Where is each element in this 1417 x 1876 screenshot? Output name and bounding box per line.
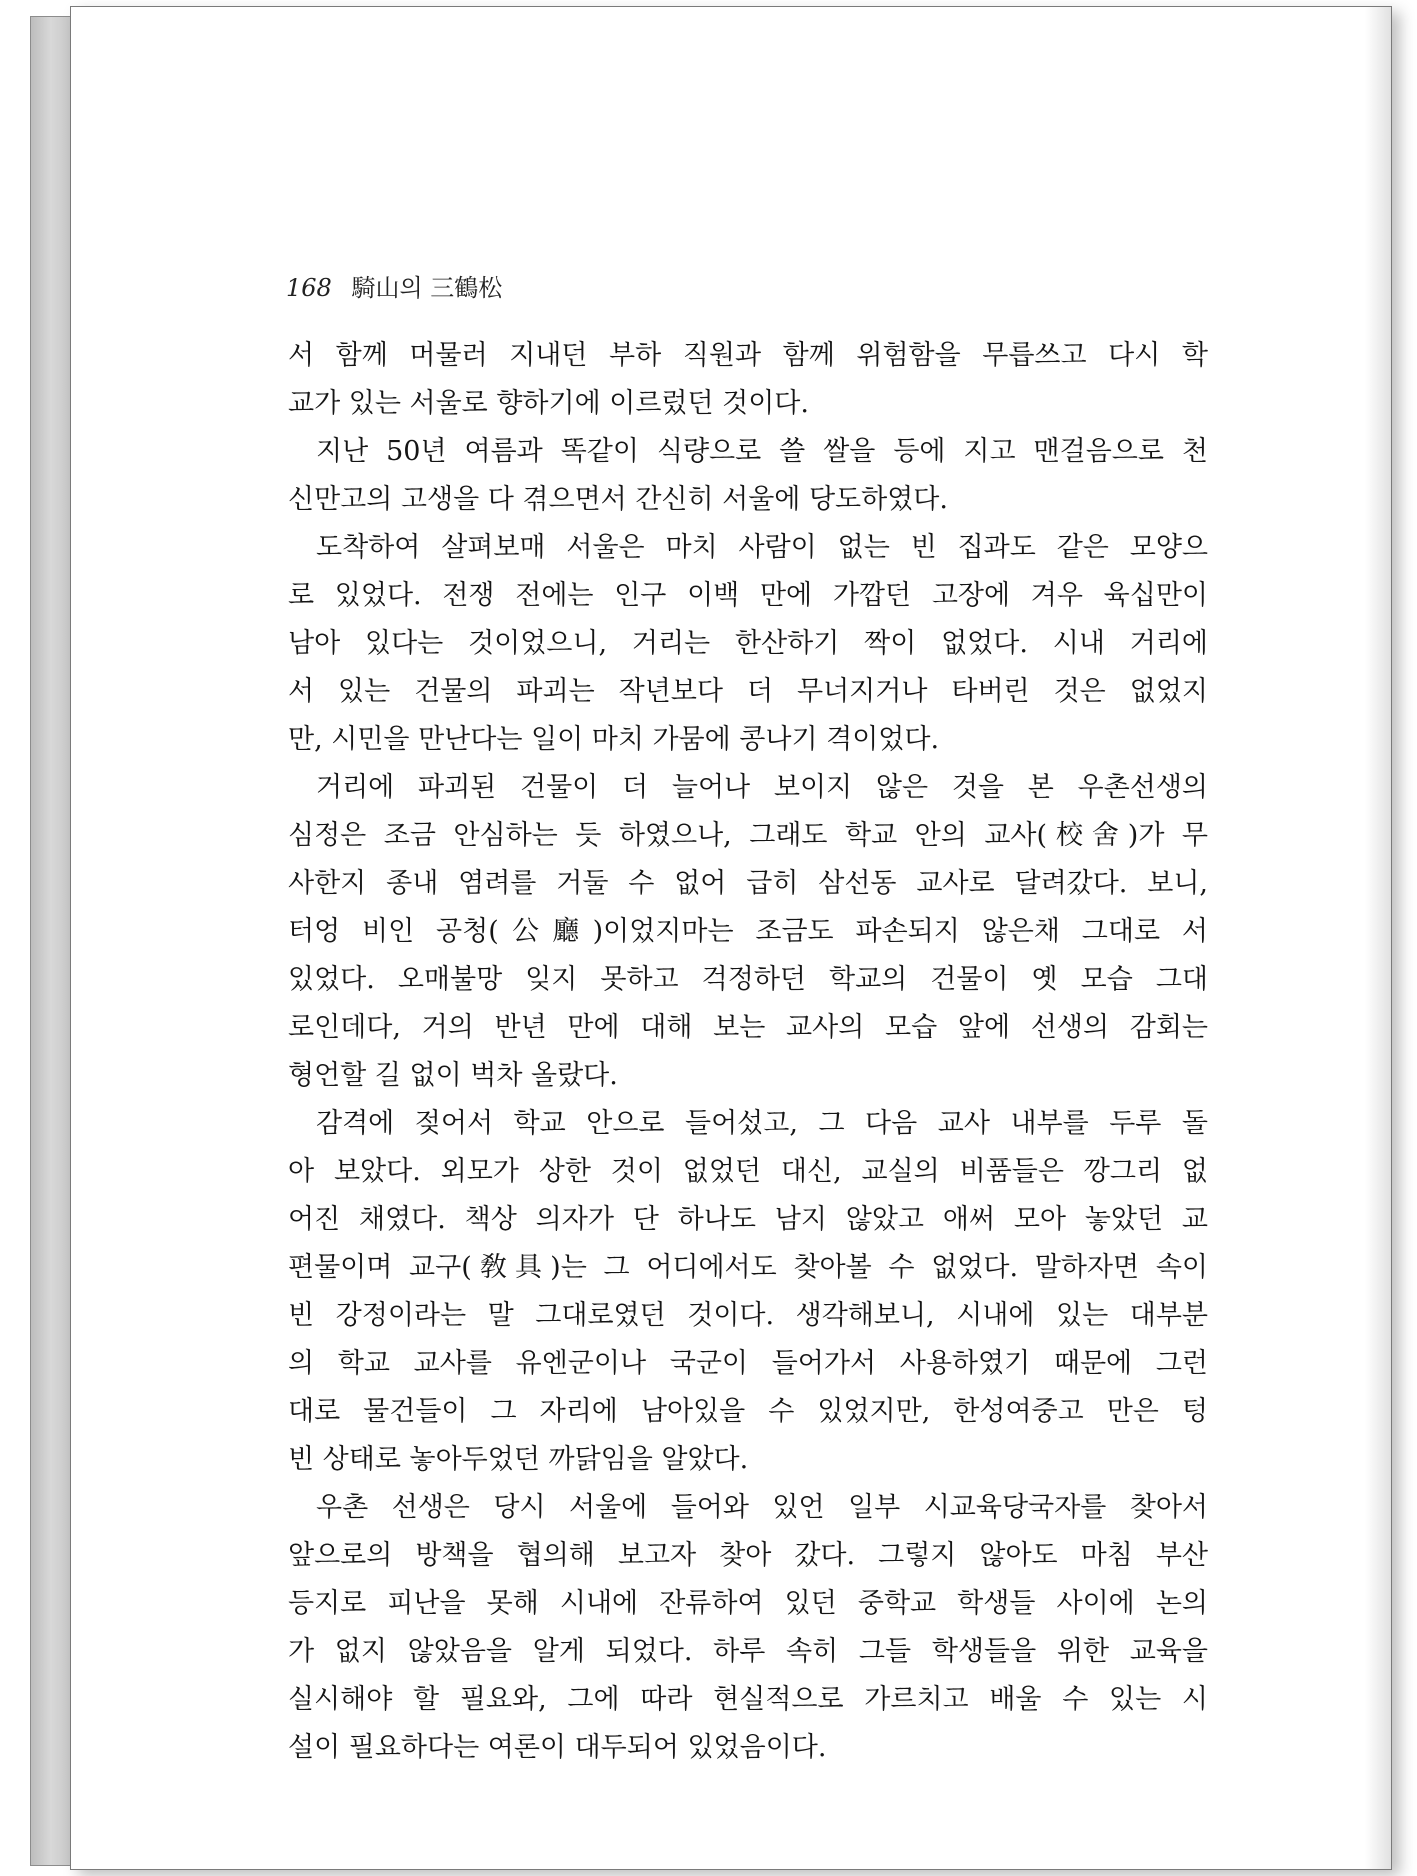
text-line: 설이 필요하다는 여론이 대두되어 있었음이다. <box>288 1732 827 1763</box>
text-line: 지난 50년 여름과 똑같이 식량으로 쓸 쌀을 등에 지고 맨걸음으로 천 <box>316 436 1208 467</box>
text-line: 빈 강정이라는 말 그대로였던 것이다. 생각해보니, 시내에 있는 대부분 <box>288 1300 1208 1331</box>
text-line: 가 없지 않았음을 알게 되었다. 하루 속히 그들 학생들을 위한 교육을 <box>288 1636 1208 1667</box>
text-line: 등지로 피난을 못해 시내에 잔류하여 있던 중학교 학생들 사이에 논의 <box>288 1588 1208 1619</box>
text-line: 거리에 파괴된 건물이 더 늘어나 보이지 않은 것을 본 우촌선생의 <box>316 772 1208 803</box>
text-line: 로 있었다. 전쟁 전에는 인구 이백 만에 가깝던 고장에 겨우 육십만이 <box>288 580 1208 611</box>
page-number: 168 <box>286 274 332 302</box>
text-line: 만, 시민을 만난다는 일이 마치 가뭄에 콩나기 격이었다. <box>288 724 940 755</box>
running-title: 騎山의 三鶴松 <box>351 274 503 302</box>
text-line: 어진 채였다. 책상 의자가 단 하나도 남지 않았고 애써 모아 놓았던 교 <box>288 1204 1209 1235</box>
text-line: 로인데다, 거의 반년 만에 대해 보는 교사의 모습 앞에 선생의 감회는 <box>288 1012 1208 1043</box>
text-line: 실시해야 할 필요와, 그에 따라 현실적으로 가르치고 배울 수 있는 시 <box>288 1684 1208 1715</box>
page-shadow <box>1365 7 1391 1869</box>
text-line: 터엉 비인 공청(公廳)이었지마는 조금도 파손되지 않은채 그대로 서 <box>288 916 1208 947</box>
body-text <box>288 332 1208 1772</box>
text-line: 앞으로의 방책을 협의해 보고자 찾아 갔다. 그렇지 않아도 마침 부산 <box>288 1540 1208 1571</box>
text-line: 교가 있는 서울로 향하기에 이르렀던 것이다. <box>288 388 809 419</box>
text-line: 형언할 길 없이 벅차 올랐다. <box>288 1060 618 1091</box>
text-line: 대로 물건들이 그 자리에 남아있을 수 있었지만, 한성여중고 만은 텅 <box>288 1396 1208 1427</box>
text-line: 아 보았다. 외모가 상한 것이 없었던 대신, 교실의 비품들은 깡그리 없 <box>288 1156 1208 1187</box>
text-line: 심정은 조금 안심하는 듯 하였으나, 그래도 학교 안의 교사(校舍)가 무 <box>288 820 1208 851</box>
text-line: 서 함께 머물러 지내던 부하 직원과 함께 위험함을 무릅쓰고 다시 학 <box>288 340 1208 371</box>
text-line: 사한지 종내 염려를 거둘 수 없어 급히 삼선동 교사로 달려갔다. 보니, <box>288 868 1208 899</box>
text-line: 신만고의 고생을 다 겪으면서 간신히 서울에 당도하였다. <box>288 484 948 515</box>
text-line: 의 학교 교사를 유엔군이나 국군이 들어가서 사용하였기 때문에 그런 <box>288 1348 1208 1379</box>
text-line: 서 있는 건물의 파괴는 작년보다 더 무너지거나 타버린 것은 없었지 <box>288 676 1208 707</box>
text-line: 있었다. 오매불망 잊지 못하고 걱정하던 학교의 건물이 옛 모습 그대 <box>288 964 1208 995</box>
text-line: 빈 상태로 놓아두었던 까닭임을 알았다. <box>288 1444 749 1475</box>
text-line: 우촌 선생은 당시 서울에 들어와 있언 일부 시교육당국자를 찾아서 <box>316 1492 1208 1523</box>
running-head <box>286 268 502 303</box>
text-line: 남아 있다는 것이었으니, 거리는 한산하기 짝이 없었다. 시내 거리에 <box>288 628 1208 659</box>
text-line: 도착하여 살펴보매 서울은 마치 사람이 없는 빈 집과도 같은 모양으 <box>316 532 1208 563</box>
text-line: 편물이며 교구(敎具)는 그 어디에서도 찾아볼 수 없었다. 말하자면 속이 <box>288 1252 1208 1283</box>
text-line: 감격에 젖어서 학교 안으로 들어섰고, 그 다음 교사 내부를 두루 돌 <box>316 1108 1208 1139</box>
